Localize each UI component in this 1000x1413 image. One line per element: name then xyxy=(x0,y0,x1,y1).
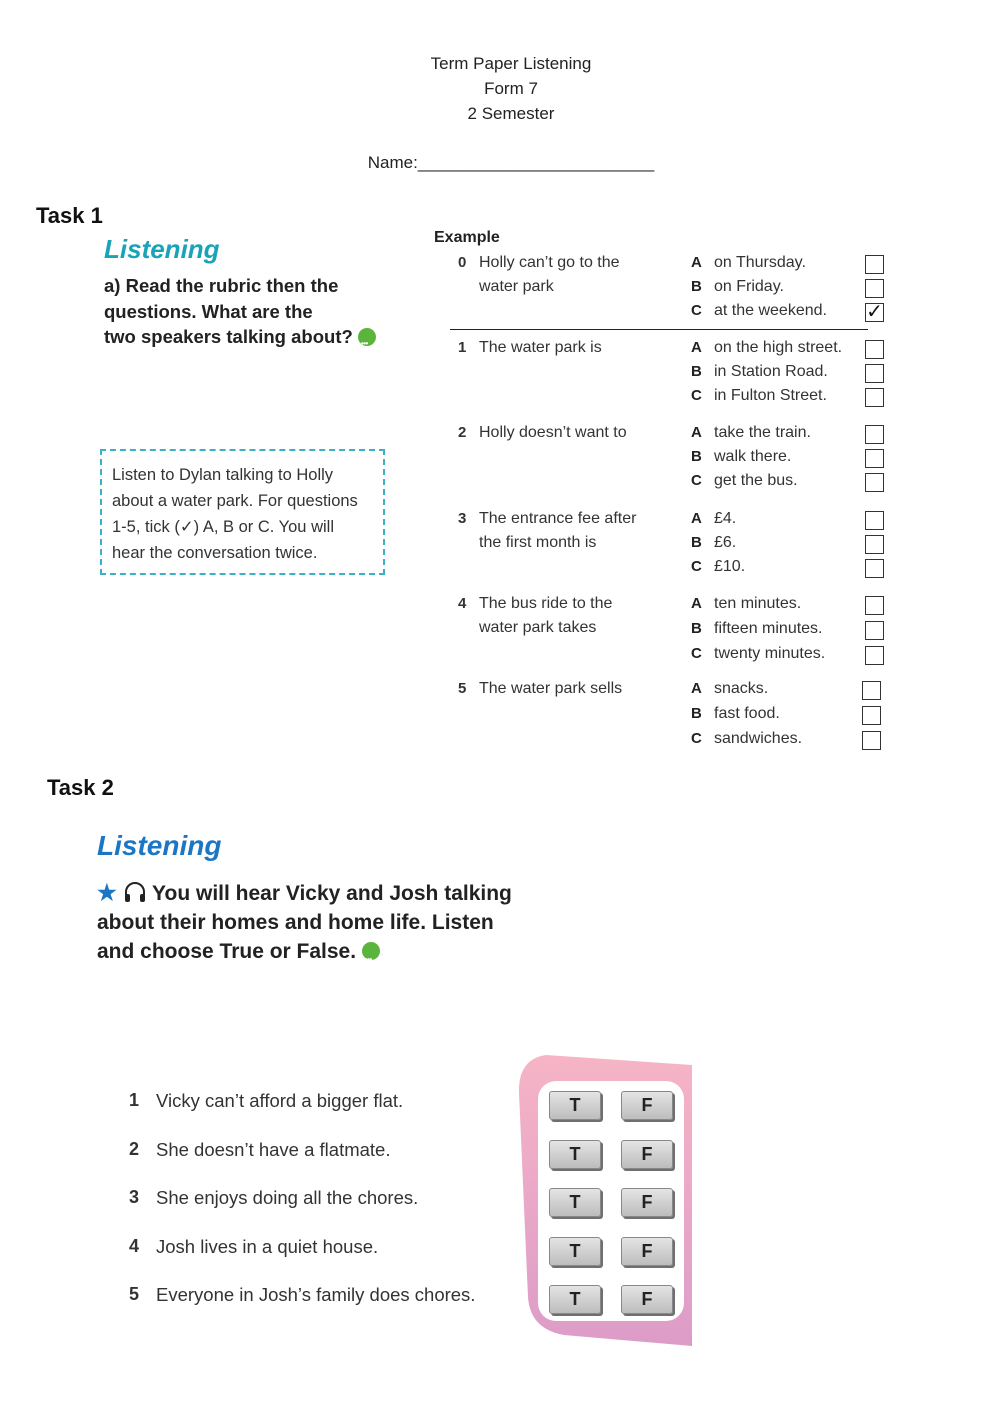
option-letter: B xyxy=(691,620,702,637)
answer-checkbox[interactable] xyxy=(865,340,884,359)
true-button[interactable]: T xyxy=(549,1140,601,1169)
option-letter: A xyxy=(691,339,702,356)
option-text: £10. xyxy=(714,558,746,575)
answer-checkbox[interactable] xyxy=(865,388,884,407)
question-stem: the first month is xyxy=(479,534,597,551)
option-text: ten minutes. xyxy=(714,595,802,612)
option-letter: A xyxy=(691,510,702,527)
instruction-line: about a water park. For questions xyxy=(112,492,358,510)
option-letter: B xyxy=(691,363,702,380)
statement-text: Everyone in Josh’s family does chores. xyxy=(156,1284,476,1305)
option-text: at the weekend. xyxy=(714,302,827,319)
headphones-icon xyxy=(123,881,147,903)
option-letter: A xyxy=(691,424,702,441)
rubric-line: questions. What are the xyxy=(104,300,313,322)
question-stem: The water park is xyxy=(479,339,602,356)
speech-bubble-icon xyxy=(362,942,380,960)
option-letter: B xyxy=(691,705,702,722)
true-button[interactable]: T xyxy=(549,1285,601,1314)
false-button[interactable]: F xyxy=(621,1285,673,1314)
question-number: 1 xyxy=(458,339,467,356)
question-stem: water park xyxy=(479,278,554,295)
true-button[interactable]: T xyxy=(549,1237,601,1266)
answer-checkbox[interactable] xyxy=(865,511,884,530)
question-number: 5 xyxy=(458,680,467,697)
instruction-box xyxy=(100,449,385,575)
statement-number: 3 xyxy=(129,1187,140,1207)
answer-checkbox[interactable] xyxy=(865,646,884,665)
answer-checkbox[interactable] xyxy=(865,425,884,444)
question-stem: The bus ride to the xyxy=(479,595,613,612)
answer-checkbox[interactable] xyxy=(865,449,884,468)
statement-text: She doesn’t have a flatmate. xyxy=(156,1139,391,1160)
question-number: 4 xyxy=(458,595,467,612)
name-field[interactable]: Name:_________________________ xyxy=(367,153,655,172)
false-button[interactable]: F xyxy=(621,1188,673,1217)
question-stem: Holly doesn’t want to xyxy=(479,424,627,441)
false-button[interactable]: F xyxy=(621,1091,673,1120)
false-button[interactable]: F xyxy=(621,1237,673,1266)
answer-checkbox[interactable] xyxy=(865,364,884,383)
answer-checkbox[interactable]: ✓ xyxy=(866,301,883,323)
false-button[interactable]: F xyxy=(621,1140,673,1169)
paper-title: Term Paper Listening xyxy=(430,54,592,73)
semester-label: 2 Semester xyxy=(467,104,555,123)
example-label: Example xyxy=(434,229,500,246)
statement-text: Vicky can’t afford a bigger flat. xyxy=(156,1090,404,1111)
task1-heading: Task 1 xyxy=(36,203,103,228)
task2-heading: Task 2 xyxy=(47,775,114,800)
task1-rubric xyxy=(104,273,404,350)
option-text: on Friday. xyxy=(714,278,784,295)
question-stem: The entrance fee after xyxy=(479,510,637,527)
question-stem: Holly can’t go to the xyxy=(479,254,620,271)
option-text: take the train. xyxy=(714,424,811,441)
speech-bubble-icon xyxy=(358,328,376,346)
answer-checkbox[interactable] xyxy=(862,731,881,750)
option-text: fast food. xyxy=(714,705,780,722)
option-text: walk there. xyxy=(714,448,792,465)
instruction-line: hear the conversation twice. xyxy=(112,544,318,562)
option-letter: C xyxy=(691,558,702,575)
rubric-line: about their homes and home life. Listen xyxy=(97,911,494,934)
answer-checkbox[interactable] xyxy=(862,706,881,725)
option-text: on the high street. xyxy=(714,339,843,356)
option-text: in Station Road. xyxy=(714,363,828,380)
option-text: £6. xyxy=(714,534,737,551)
option-text: snacks. xyxy=(714,680,769,697)
option-letter: B xyxy=(691,278,702,295)
option-text: £4. xyxy=(714,510,737,527)
example-divider xyxy=(450,329,868,330)
option-letter: C xyxy=(691,730,702,747)
question-number: 2 xyxy=(458,424,467,441)
option-letter: A xyxy=(691,595,702,612)
question-number: 0 xyxy=(458,254,467,271)
true-button[interactable]: T xyxy=(549,1091,601,1120)
statement-number: 1 xyxy=(129,1090,140,1110)
option-letter: C xyxy=(691,645,702,662)
option-text: in Fulton Street. xyxy=(714,387,827,404)
answer-checkbox[interactable] xyxy=(865,473,884,492)
option-letter: A xyxy=(691,680,702,697)
answer-checkbox[interactable] xyxy=(865,255,884,274)
instruction-line: Listen to Dylan talking to Holly xyxy=(112,466,334,484)
option-letter: A xyxy=(691,254,702,271)
option-text: twenty minutes. xyxy=(714,645,826,662)
statement-number: 2 xyxy=(129,1139,140,1159)
task2-listening-title: Listening xyxy=(97,830,222,861)
answer-checkbox[interactable] xyxy=(865,535,884,554)
question-stem: The water park sells xyxy=(479,680,623,697)
option-text: fifteen minutes. xyxy=(714,620,823,637)
option-letter: C xyxy=(691,387,702,404)
form-label: Form 7 xyxy=(484,79,538,98)
option-letter: C xyxy=(691,472,702,489)
answer-checkbox[interactable] xyxy=(865,279,884,298)
rubric-line: two speakers talking about? xyxy=(104,326,353,347)
true-button[interactable]: T xyxy=(549,1188,601,1217)
statement-text: She enjoys doing all the chores. xyxy=(156,1187,419,1208)
option-text: get the bus. xyxy=(714,472,798,489)
option-letter: C xyxy=(691,302,702,319)
option-text: sandwiches. xyxy=(714,730,803,747)
question-number: 3 xyxy=(458,510,467,527)
option-text: on Thursday. xyxy=(714,254,806,271)
statement-number: 4 xyxy=(129,1236,140,1256)
statement-number: 5 xyxy=(129,1284,140,1304)
statement-text: Josh lives in a quiet house. xyxy=(156,1236,379,1257)
answer-checkbox[interactable] xyxy=(865,621,884,640)
instruction-line: 1-5, tick (✓) A, B or C. You will xyxy=(112,518,334,536)
answer-checkbox[interactable] xyxy=(862,681,881,700)
rubric-line: and choose True or False. xyxy=(97,940,357,963)
rubric-line: You will hear Vicky and Josh talking xyxy=(152,882,512,905)
answer-checkbox[interactable] xyxy=(865,559,884,578)
question-stem: water park takes xyxy=(479,619,597,636)
task1-listening-title: Listening xyxy=(104,234,220,264)
option-letter: B xyxy=(691,448,702,465)
rubric-line: a) Read the rubric then the xyxy=(104,275,339,296)
task2-rubric xyxy=(97,878,557,966)
answer-checkbox[interactable] xyxy=(865,596,884,615)
option-letter: B xyxy=(691,534,702,551)
star-icon: ★ xyxy=(97,880,117,905)
